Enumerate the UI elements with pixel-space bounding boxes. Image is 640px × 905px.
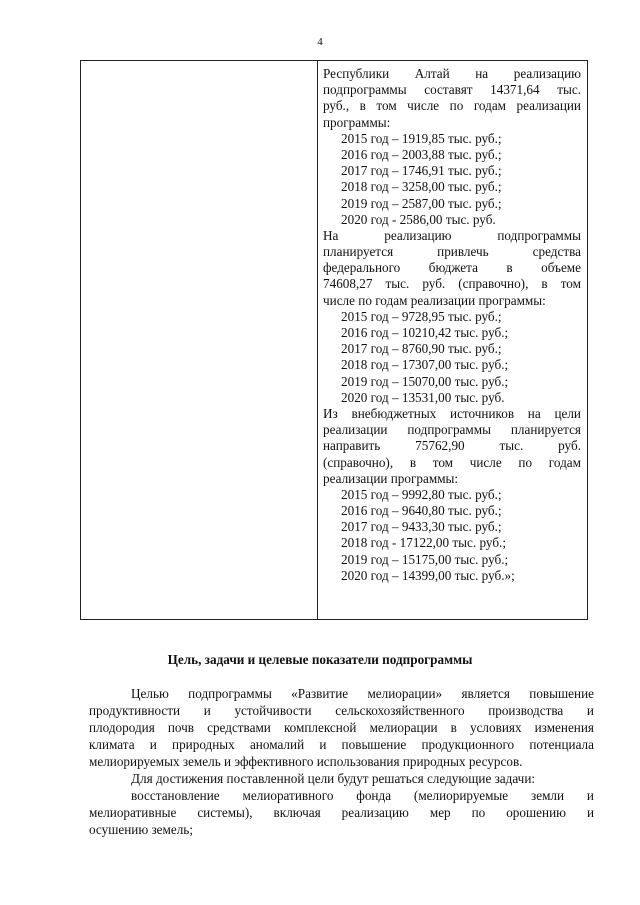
table-year-line: 2016 год – 10210,42 тыс. руб.; — [341, 325, 509, 340]
table-year-line: 2017 год – 8760,90 тыс. руб.; — [341, 341, 502, 357]
table-year-line: 2015 год – 1919,85 тыс. руб.; — [341, 130, 502, 146]
table-line: федерального бюджета в объеме — [323, 260, 581, 276]
table-line: реализации подпрограммы планируется — [323, 422, 581, 438]
table-year-line: 2016 год – 9640,80 тыс. руб.; — [341, 503, 502, 519]
funding-table-right-cell — [323, 66, 581, 584]
section-heading: Цель, задачи и целевые показатели подпрограммы — [167, 652, 473, 667]
table-line: (справочно), в том числе по годам — [323, 454, 581, 470]
body-line: Целью подпрограммы «Развитие мелиорации» является повышение — [131, 686, 594, 701]
table-line: реализации программы: — [323, 470, 459, 486]
table-year-line: 2018 год – 17307,00 тыс. руб.; — [341, 357, 509, 373]
table-year-line: 2019 год – 15070,00 тыс. руб.; — [341, 373, 509, 389]
table-year-line: 2015 год – 9728,95 тыс. руб.; — [341, 308, 502, 324]
table-year-line: 2017 год – 1746,91 тыс. руб.; — [341, 163, 502, 179]
body-line: мелиорируемых земель и эффективного использования природных ресурсов. — [89, 754, 523, 769]
funding-table — [80, 60, 588, 620]
table-year-line: 2016 год – 2003,88 тыс. руб.; — [341, 146, 502, 162]
table-year-line: 2020 год – 14399,00 тыс. руб.»; — [341, 567, 515, 583]
body-line: Для достижения поставленной цели будут решаться следующие задачи: — [131, 771, 536, 786]
page-number: 4 — [317, 36, 323, 48]
body-line: плодородия почв средствами комплексной мелиорации в условиях изменения — [89, 720, 594, 735]
table-column-divider — [317, 61, 318, 619]
table-line: руб., в том числе по годам реализации — [323, 98, 581, 114]
table-year-line: 2015 год – 9992,80 тыс. руб.; — [341, 486, 502, 502]
body-line: осушению земель; — [89, 822, 193, 837]
table-line: 74608,27 тыс. руб. (справочно), в том — [323, 276, 581, 292]
body-line: мелиоративные системы), включая реализацию мер по орошению и — [89, 805, 594, 820]
table-year-line: 2019 год – 15175,00 тыс. руб.; — [341, 551, 509, 567]
body-line: продуктивности и устойчивости сельскохозяйственного производства и — [89, 703, 594, 718]
table-line: подпрограммы составят 14371,64 тыс. — [323, 82, 581, 98]
table-year-line: 2018 год – 3258,00 тыс. руб.; — [341, 179, 502, 195]
table-line: программы: — [323, 114, 391, 130]
table-year-line: 2019 год – 2587,00 тыс. руб.; — [341, 195, 502, 211]
body-line: климата и природных аномалий и повышение продукционного потенциала — [89, 737, 594, 752]
table-year-line: 2020 год - 2586,00 тыс. руб. — [341, 211, 496, 227]
table-line: направить 75762,90 тыс. руб. — [323, 438, 581, 454]
table-line: Из внебюджетных источников на цели — [323, 405, 581, 421]
body-line: восстановление мелиоративного фонда (мелиорируемые земли и — [131, 788, 594, 803]
body-paragraphs — [89, 685, 594, 838]
table-year-line: 2017 год – 9433,30 тыс. руб.; — [341, 519, 502, 535]
table-line: На реализацию подпрограммы — [323, 227, 581, 243]
table-line: планируется привлечь средства — [323, 244, 581, 260]
table-line: Республики Алтай на реализацию — [323, 66, 581, 81]
table-line: числе по годам реализации программы: — [323, 292, 546, 308]
table-year-line: 2018 год - 17122,00 тыс. руб.; — [341, 535, 506, 551]
table-year-line: 2020 год – 13531,00 тыс. руб. — [341, 389, 505, 405]
